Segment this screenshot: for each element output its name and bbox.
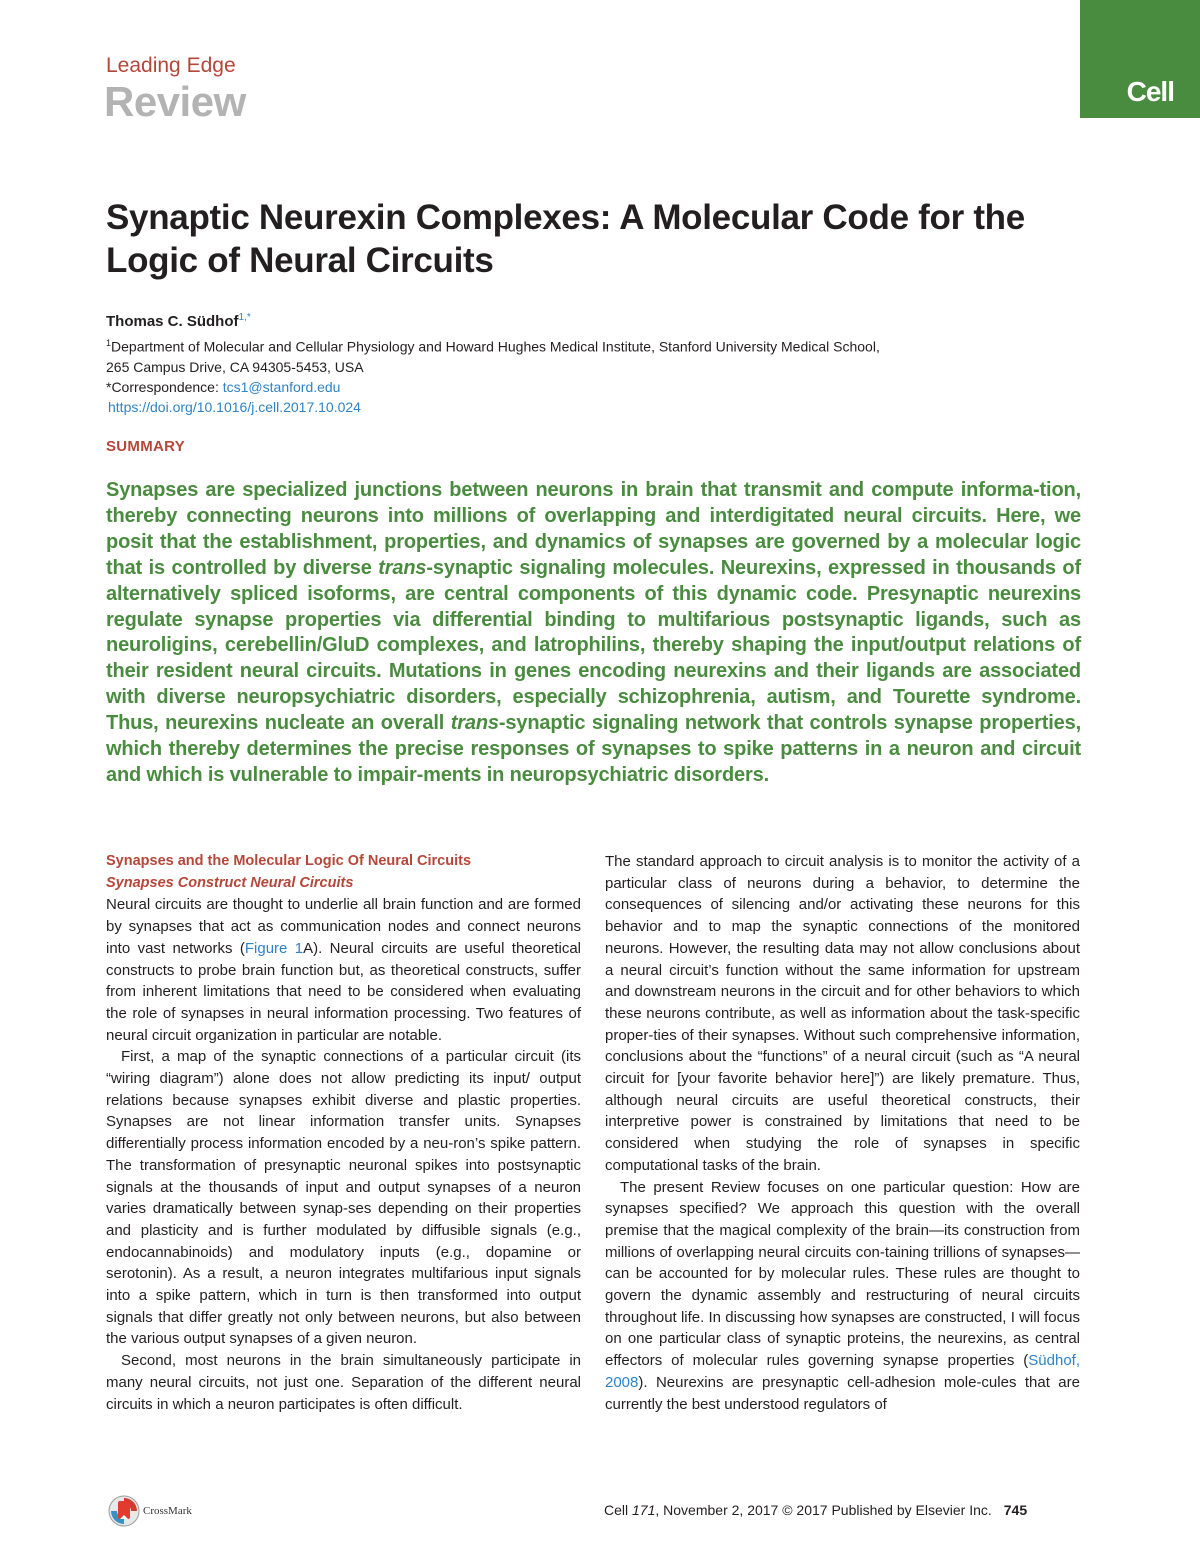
body-column-right <box>605 851 1080 1415</box>
article-title: Synaptic Neurexin Complexes: A Molecular Code for the Logic of Neural Circuits <box>106 198 1025 280</box>
subsection-heading: Synapses Construct Neural Circuits <box>106 874 354 891</box>
affiliation-line-2: 265 Campus Drive, CA 94305-5453, USA <box>106 358 364 375</box>
body-paragraph: Second, most neurons in the brain simultaneously participate in many neural circuits, not just one. Separation of the different neural circuits in which a neuron participates is often difficult. <box>106 1352 581 1413</box>
section-label-review: Review <box>104 78 246 125</box>
body-column-left <box>106 851 581 1415</box>
journal-logo-text: Cell <box>1126 76 1174 107</box>
body-paragraph: First, a map of the synaptic connections of a particular circuit (its “wiring diagram”) alone does not allow predicting its input/ output relations because synapses exhibit diverse and plastic properties. Synapses are not linear information transfer units. Synapses differentially process information encoded by a neu-ron’s spike pattern. The transformation of presynaptic neuronal spikes into postsynaptic signals at the thousands of input and output synapses of a neuron varies dramatically between synap-ses depending on their properties and plasticity and is further modulated by diffusible signals (e.g., endocannabinoids) and modulatory inputs (e.g., dopamine or serotonin). As a result, a neuron integrates multifarious input signals into a spike pattern, which in turn is then transformed into output signals that differ greatly not only between neurons, but also between the various output synapses of a given neuron. <box>106 1048 581 1348</box>
crossmark-label: CrossMark <box>143 1505 192 1517</box>
doi-line <box>106 397 1066 417</box>
body-paragraph: Neural circuits are thought to underlie all brain function and are formed by synapses that act as communication nodes and connect neurons into vast networks (Figure 1A). Neural circuits are useful theoretical constructs to probe brain function but, as theoretical constructs, suffer from inherent limitations that need to be considered when evaluating the role of synapses in neural information processing. Two features of neural circuit organization in particular are notable. <box>106 896 581 1044</box>
leading-edge-label: Leading Edge <box>106 54 236 77</box>
body-paragraph: The standard approach to circuit analysis is to monitor the activity of a particular class of neurons during a behavior, to determine the consequences of silencing and/or activating these neurons for this behavior and to map the synaptic connections of the monitored neurons. However, the resulting data may not allow conclusions about a neural circuit’s function without the same information for upstream and downstream neurons in the circuit and for other behaviors to which these neurons contribute, as well as information about the task-specific proper-ties of their synapses. Without such comprehensive information, conclusions about the “functions” of a neural circuit (such as “A neural circuit for [your favorite behavior here]”) are likely premature. Thus, although neural circuits are useful theoretical constructs, their interpretive power is constrained by limitations that need to be considered when studying the role of synapses in specific computational tasks of the brain. <box>605 853 1080 1174</box>
italic-trans-2: trans <box>450 712 499 735</box>
doi-link[interactable]: https://doi.org/10.1016/j.cell.2017.10.024 <box>108 398 361 415</box>
affiliation-line-1: $^1$Department of Molecular and Cellular Physiology and Howard Hughes Medical Institute, Stanford University Medical School, <box>106 338 880 355</box>
correspondence-line: *Correspondence: tcs1@stanford.edu <box>106 378 341 395</box>
author-name: Thomas C. Südhof <box>106 313 239 330</box>
journal-logo-tab <box>1080 0 1200 118</box>
figure-1-link[interactable]: Figure 1 <box>244 939 304 957</box>
affiliation-superscript: 1 <box>106 338 112 348</box>
author-line <box>106 312 251 330</box>
page-footer: Cell 171, November 2, 2017 © 2017 Published by Elsevier Inc. 745 <box>604 1502 1028 1518</box>
italic-trans-1: trans <box>378 556 427 579</box>
page-number: 745 <box>1003 1502 1028 1518</box>
correspondence-email-link[interactable]: tcs1@stanford.edu <box>222 378 341 395</box>
footer-volume: 171 <box>632 1502 656 1518</box>
section-heading: Synapses and the Molecular Logic Of Neural Circuits <box>106 853 472 869</box>
crossmark-badge[interactable] <box>108 1494 192 1528</box>
summary-heading: SUMMARY <box>106 438 186 455</box>
crossmark-icon <box>108 1495 140 1527</box>
citation-sudhof-2008-link[interactable]: Südhof, 2008 <box>605 1352 1080 1391</box>
summary-abstract: Synapses are specialized junctions between neurons in brain that transmit and compute informa-tion, thereby connecting neurons into millions of overlapping and interdigitated neural circuits. Here, we posit that the establishment, properties, and dynamics of synapses are governed by a molecular logic that is controlled by diverse trans-synaptic signaling molecules. Neurexins, expressed in thousands of alternatively spliced isoforms, are central components of this dynamic code. Presynaptic neurexins regulate synapse properties via differential binding to multifarious postsynaptic ligands, such as neuroligins, cerebellin/GluD complexes, and latrophilins, thereby shaping the input/output relations of their resident neural circuits. Mutations in genes encoding neurexins and their ligands are associated with diverse neuropsychiatric disorders, especially schizophrenia, autism, and Tourette syndrome. Thus, neurexins nucleate an overall trans-synaptic signaling network that controls synapse properties, which thereby determines the precise responses of synapses to spike patterns in a neuron and circuit and which is vulnerable to impair-ments in neuropsychiatric disorders. <box>106 479 1082 786</box>
author-superscript: 1,* <box>238 312 251 323</box>
article-metadata <box>106 333 1066 417</box>
body-paragraph: The present Review focuses on one particular question: How are synapses specified? We approach this question with the overall premise that the magical complexity of the brain—its construction from millions of overlapping neural circuits con-taining trillions of synapses—can be accounted for by molecular rules. These rules are thought to govern the dynamic assembly and restructuring of neural circuits throughout life. In discussing how synapses are constructed, I will focus on one particular class of synaptic proteins, the neurexins, as central effectors of molecular rules governing synapse properties (Südhof, 2008). Neurexins are presynaptic cell-adhesion mole-cules that are currently the best understood regulators of <box>605 1178 1080 1413</box>
